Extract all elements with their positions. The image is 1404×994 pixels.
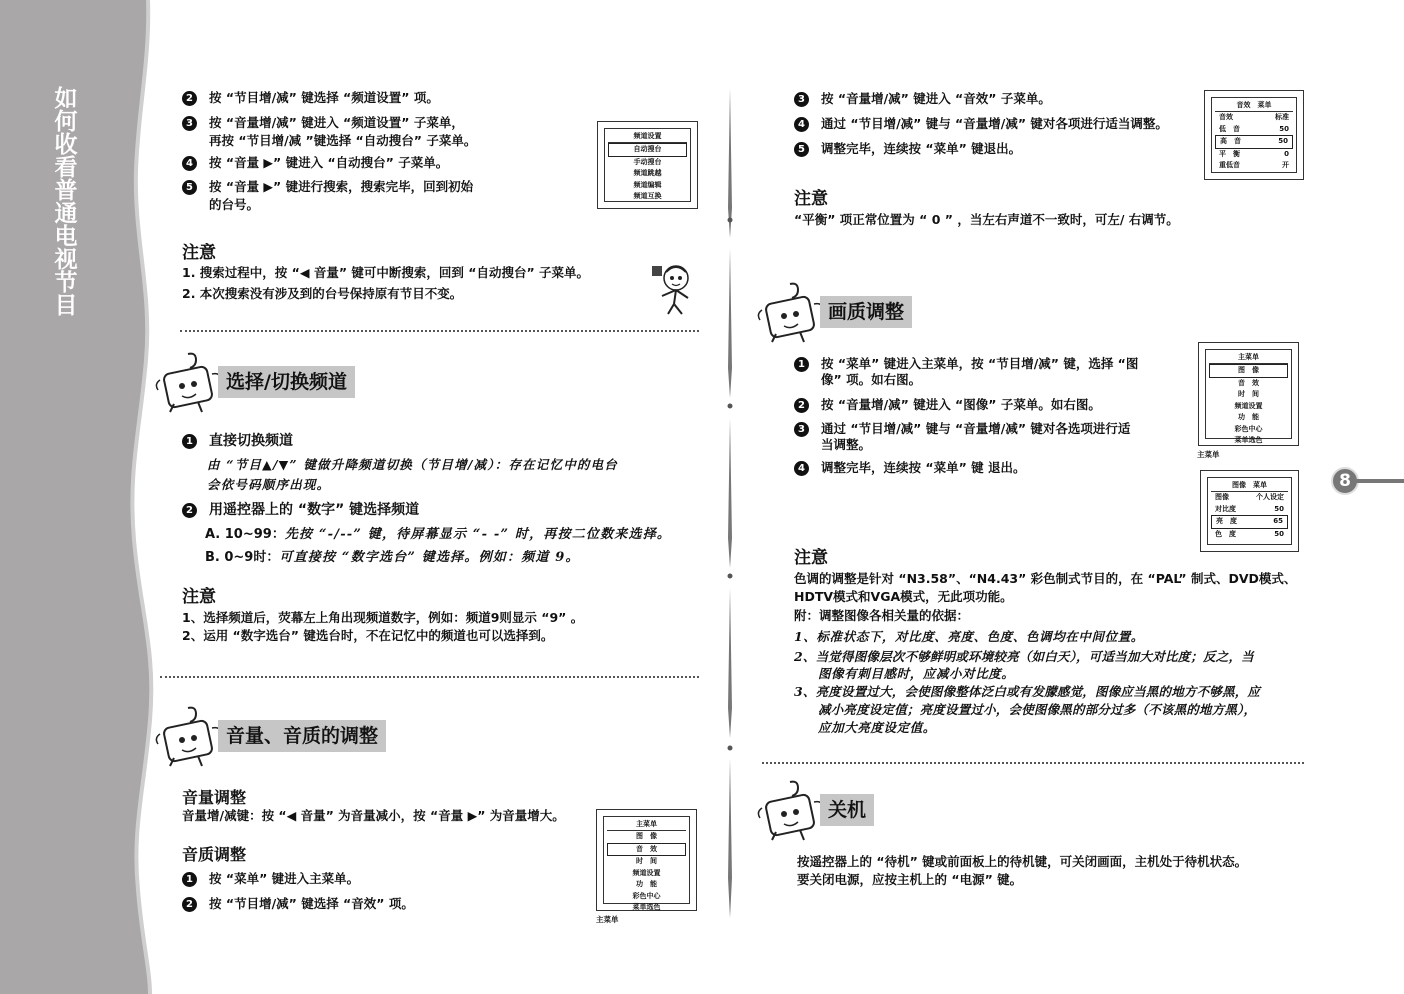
number-key-heading	[182, 502, 419, 518]
step-number: 2	[182, 897, 197, 912]
note-line: 色调的调整是针对 “N3.58”、“N4.43” 彩色制式节目的，在 “PAL” 制式、DVD模式、	[794, 571, 1297, 586]
tv-mascot-icon	[754, 280, 826, 344]
note-title: 注意	[794, 548, 828, 568]
step-number: 2	[182, 91, 197, 106]
direct-switch-desc: 由 “节目▲/▼” 键做升降频道切换（节目增/减）：存在记忆中的电台	[207, 457, 618, 472]
number-key-option-b	[205, 550, 580, 566]
menu-row-value: 个人设定	[1256, 493, 1284, 501]
step-number: 3	[182, 116, 197, 131]
menu-item-selected: 音 效	[607, 843, 686, 857]
menu-row-key: 对比度	[1215, 504, 1236, 513]
menu-item: 频道编辑	[633, 180, 662, 189]
menu-head: 音效 菜单	[1215, 100, 1293, 112]
menu-row	[1215, 124, 1293, 136]
option-b-prefix: B. 0~9时：	[205, 550, 280, 565]
menu-item: 频道设置	[1234, 401, 1263, 410]
menu-row	[1211, 492, 1288, 504]
note-paragraph-cont: 图像有刺目感时，应减小对比度。	[818, 666, 1015, 681]
volume-section-header	[152, 704, 386, 768]
step-number: 1	[182, 434, 197, 449]
sidebar-title-char: 通	[54, 201, 78, 227]
note-title: 注意	[182, 243, 216, 263]
sound-menu-illustration	[1204, 90, 1304, 180]
menu-row	[1215, 160, 1293, 172]
step-text: 按 “音量 ▶” 键进入 “自动搜台” 子菜单。	[209, 155, 449, 170]
channel-setting-menu-illustration	[597, 121, 698, 209]
step-text: 直接切换频道	[209, 433, 293, 449]
cartoon-figure-icon	[648, 260, 700, 316]
step-5-start-search	[182, 179, 473, 213]
power-off-text: 要关闭电源，应按主机上的 “电源” 键。	[797, 872, 1023, 887]
picture-step-2	[794, 397, 1101, 413]
menu-item: 功 能	[1238, 413, 1259, 421]
sidebar-title-char: 目	[54, 293, 78, 319]
picture-step-1	[794, 356, 1138, 388]
tone-adjust-title: 音质调整	[182, 845, 247, 864]
note-line: 2. 本次搜索没有涉及到的台号保持原有节目不变。	[182, 286, 463, 301]
step-text-line2: 像” 项。如右图。	[821, 372, 922, 387]
step-text-line2: 当调整。	[821, 437, 872, 452]
note-line: 附：调整图像各相关量的依据：	[794, 608, 970, 623]
menu-item: 音 效	[1238, 378, 1259, 387]
step-text: 调整完毕，连续按 “菜单” 键退出。	[821, 141, 1022, 156]
section-divider	[762, 762, 1304, 764]
menu-row-key: 图像	[1215, 493, 1229, 501]
step-number: 1	[182, 872, 197, 887]
step-text: 按 “音量增/减” 键进入 “图像” 子菜单。如右图。	[821, 397, 1101, 412]
step-number: 3	[794, 92, 809, 107]
menu-item: 频道互换	[633, 192, 662, 200]
step-4-enter-auto-search	[182, 155, 448, 171]
volume-adjust-text: 音量增/减键：按 “◀ 音量” 为音量减小，按 “音量 ▶” 为音量增大。	[182, 808, 565, 823]
step-number: 5	[794, 142, 809, 157]
section-divider	[160, 676, 699, 678]
volume-adjust-title: 音量调整	[182, 788, 247, 807]
note-line: HDTV模式和VGA模式，无此项功能。	[794, 589, 1013, 604]
menu-row-value: 开	[1282, 161, 1289, 169]
menu-row-key: 色 度	[1215, 529, 1236, 538]
note-title: 注意	[182, 587, 216, 607]
sidebar-title-char: 何	[54, 109, 78, 135]
step-text: 按 “音量 ▶” 键进行搜索，搜索完毕，回到初始	[209, 179, 474, 194]
menu-row-key: 重低音	[1219, 161, 1240, 169]
menu-row-selected	[1215, 135, 1293, 149]
note-paragraph: 1、标准状态下，对比度、亮度、色度、色调均在中间位置。	[794, 629, 1144, 644]
tone-step-2	[182, 896, 414, 912]
center-divider	[722, 88, 738, 938]
menu-item: 彩色中心	[1234, 424, 1263, 433]
sidebar-title-char: 节	[54, 270, 78, 296]
menu-item: 时 间	[636, 857, 657, 865]
step-number: 4	[182, 156, 197, 171]
menu-row-key: 平 衡	[1219, 149, 1240, 158]
note-line: “平衡” 项正常位置为 “ 0 ” ，当左右声道不一致时，可左/ 右调节。	[794, 212, 1179, 227]
note-line: 2、运用 “数字选台” 键选台时，不在记忆中的频道也可以选择到。	[182, 628, 554, 643]
menu-item: 频道跳越	[633, 169, 662, 177]
note-paragraph: 2、当觉得图像层次不够鲜明或环境较亮（如白天），可适当加大对比度；反之，当	[794, 649, 1254, 664]
step-number: 5	[182, 180, 197, 195]
note-line: 1、选择频道后，荧幕左上角出现频道数字，例如：频道9则显示 “9” 。	[182, 610, 584, 625]
menu-row	[1215, 112, 1293, 124]
menu-item: 图 像	[636, 832, 657, 840]
number-key-option-a	[205, 527, 671, 543]
step-text: 按 “音量增/减” 键进入 “音效” 子菜单。	[821, 91, 1051, 106]
step-text: 按 “节目增/减” 键选择 “频道设置” 项。	[209, 90, 439, 105]
menu-row-value: 0	[1284, 149, 1289, 158]
step-text-line2: 再按 “节目增/减 ”键选择 “自动搜台” 子菜单。	[209, 133, 477, 148]
sidebar-title-char: 收	[54, 132, 78, 158]
menu-head: 图像 菜单	[1211, 480, 1288, 492]
menu-row-selected	[1211, 515, 1288, 529]
section-title: 选择/切换频道	[218, 366, 355, 398]
main-menu-picture-illustration	[1198, 342, 1299, 446]
menu-item-selected: 图 像	[1209, 364, 1288, 378]
tone-step-1	[182, 871, 359, 887]
main-menu-illustration	[596, 809, 697, 911]
step-text: 用遥控器上的 “数字” 键选择频道	[209, 502, 420, 518]
menu-caption: 主菜单	[1197, 450, 1220, 459]
menu-item: 时 间	[1238, 390, 1259, 398]
menu-row	[1211, 504, 1288, 516]
step-3-enter-channel-setting	[182, 115, 476, 149]
note-paragraph-cont: 应加大亮度设定值。	[818, 720, 936, 735]
menu-row-key: 高 音	[1220, 137, 1241, 145]
step-2-select-channel-setting	[182, 90, 439, 106]
step-number: 4	[794, 461, 809, 476]
page-number-badge: 8	[1331, 467, 1359, 495]
note-line: 1. 搜索过程中，按 “◀ 音量” 键可中断搜索，回到 “自动搜台” 子菜单。	[182, 265, 590, 280]
note-paragraph-cont: 减小亮度设定值；亮度设置过小，会使图像黑的部分过多（不该黑的地方黑），	[818, 702, 1257, 717]
menu-row-value: 50	[1274, 529, 1284, 538]
menu-item: 菜单选色	[632, 903, 661, 911]
picture-step-3	[794, 421, 1130, 453]
menu-head: 频道设置	[608, 131, 687, 143]
image-menu-illustration	[1200, 470, 1299, 552]
menu-row-key: 低 音	[1219, 124, 1240, 133]
menu-item: 手动搜台	[633, 157, 662, 166]
direct-switch-desc-line2: 会依号码顺序出现。	[207, 477, 331, 492]
section-title: 关机	[820, 794, 874, 826]
menu-row-value: 标准	[1275, 113, 1289, 121]
menu-row-key: 亮 度	[1216, 517, 1237, 525]
sidebar-title-char: 看	[54, 155, 78, 181]
option-a-prefix: A. 10~99：	[205, 527, 285, 542]
menu-item: 频道设置	[632, 868, 661, 877]
menu-item: 菜单选色	[1234, 436, 1263, 444]
sidebar-title	[48, 88, 84, 318]
select-channel-section-header	[152, 350, 355, 414]
picture-section-header	[754, 280, 912, 344]
sidebar	[0, 0, 160, 994]
menu-row-value: 50	[1274, 504, 1284, 513]
step-text: 按 “音量增/减” 键进入 “频道设置” 子菜单，	[209, 115, 464, 130]
step-text: 通过 “节目增/减” 键与 “音量增/减” 键对各选项进行适	[821, 421, 1131, 436]
step-text-line2: 的台号。	[209, 197, 260, 212]
tv-mascot-icon	[152, 350, 224, 414]
sound-step-4	[794, 116, 1168, 132]
menu-head: 主菜单	[1209, 352, 1288, 364]
picture-step-4	[794, 460, 1026, 476]
step-number: 4	[794, 117, 809, 132]
step-number: 2	[794, 398, 809, 413]
power-off-text: 按遥控器上的 “待机” 键或前面板上的待机键，可关闭画面，主机处于待机状态。	[797, 854, 1248, 869]
tv-mascot-icon	[152, 704, 224, 768]
step-text: 按 “节目增/减” 键选择 “音效” 项。	[209, 896, 414, 911]
step-text: 按 “菜单” 键进入主菜单。	[209, 871, 360, 886]
menu-row-key: 音效	[1219, 113, 1233, 121]
sound-step-3	[794, 91, 1051, 107]
step-text: 按 “菜单” 键进入主菜单，按 “节目增/减” 键，选择 “图	[821, 356, 1139, 371]
menu-item-selected: 自动搜台	[608, 143, 687, 157]
option-b-text: 可直接按 “数字选台” 键选择。例如：频道 9。	[279, 550, 580, 565]
sidebar-title-char: 电	[54, 224, 78, 250]
sidebar-title-char: 如	[54, 86, 78, 112]
section-title: 画质调整	[820, 296, 912, 328]
menu-row	[1215, 149, 1293, 161]
sidebar-title-char: 视	[54, 247, 78, 273]
menu-row-value: 50	[1278, 137, 1288, 145]
sound-step-5	[794, 141, 1021, 157]
step-number: 2	[182, 503, 197, 518]
direct-switch-heading	[182, 433, 293, 449]
option-a-text: 先按 “-/--” 键，待屏幕显示 “- -” 时，再按二位数来选择。	[284, 527, 672, 542]
step-number: 3	[794, 422, 809, 437]
power-off-section-header	[754, 778, 874, 842]
note-paragraph: 3、亮度设置过大，会使图像整体泛白或有发朦感觉，图像应当黑的地方不够黑，应	[794, 684, 1261, 699]
menu-row-value: 65	[1273, 517, 1283, 525]
menu-item: 彩色中心	[632, 891, 661, 900]
menu-caption: 主菜单	[596, 915, 619, 924]
section-divider	[180, 330, 699, 332]
step-text: 调整完毕，连续按 “菜单” 键 退出。	[821, 460, 1026, 475]
step-text: 通过 “节目增/减” 键与 “音量增/减” 键对各项进行适当调整。	[821, 116, 1168, 131]
tv-mascot-icon	[754, 778, 826, 842]
step-number: 1	[794, 357, 809, 372]
menu-row-value: 50	[1279, 124, 1289, 133]
menu-row	[1211, 529, 1288, 541]
sidebar-title-char: 普	[54, 178, 78, 204]
menu-item: 功 能	[636, 880, 657, 888]
page-number-tab	[1355, 479, 1404, 483]
section-title: 音量、音质的调整	[218, 720, 386, 752]
menu-head: 主菜单	[607, 819, 686, 831]
note-title: 注意	[794, 189, 828, 209]
